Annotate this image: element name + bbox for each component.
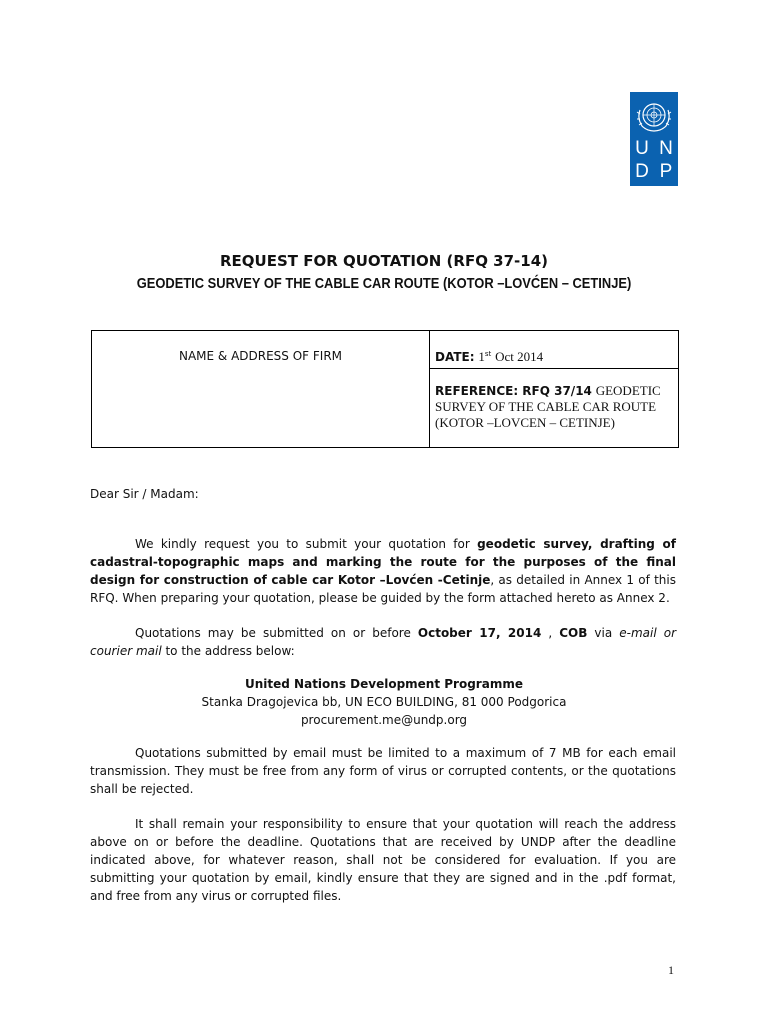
submission-method: e-mail or courier mail <box>90 626 677 658</box>
document-title: REQUEST FOR QUOTATION (RFQ 37-14) <box>220 252 548 270</box>
paragraph-email-limits <box>90 744 676 798</box>
date-day: 1 <box>478 349 485 364</box>
logo-letter-u: U <box>635 138 649 159</box>
para2-intro: Quotations may be submitted on or before <box>135 626 418 640</box>
table-vertical-divider <box>429 331 430 447</box>
document-subtitle: GEODETIC SURVEY OF THE CABLE CAR ROUTE (KOTOR –LOVĆEN – CETINJE) <box>136 275 632 292</box>
address-email: procurement.me@undp.org <box>300 713 468 727</box>
para4-text: It shall remain your responsibility to ensure that your quotation will reach the address above on or before the deadline. Quotations that are received by UNDP after the deadline indicated above, for whatever reason, shall not be considered for evaluation. If you are submitting your quotation by email, kindly ensure that they are signed and in the .pdf format, and free from any virus or corrupted files. <box>90 817 676 903</box>
para3-text: Quotations submitted by email must be limited to a maximum of 7 MB for each email transmission. They must be free from any form of virus or corrupted contents, or the quotations shall be rejected. <box>90 746 676 796</box>
reference-label: REFERENCE: RFQ 37/14 <box>435 384 592 398</box>
firm-name-address-label: NAME & ADDRESS OF FIRM <box>178 349 343 363</box>
deadline-date: October 17, 2014 <box>417 626 542 640</box>
date-suffix: st <box>484 350 492 358</box>
logo-letter-d: D <box>635 161 649 182</box>
reference-text: GEODETIC SURVEY OF THE CABLE CAR ROUTE (KOTOR –LOVCEN – CETINJE) <box>435 383 661 430</box>
date-value: Oct 2014 <box>495 349 544 364</box>
para2-sep: , <box>541 626 560 640</box>
paragraph-request <box>90 535 676 607</box>
date-cell <box>435 349 543 365</box>
firm-info-table <box>91 330 679 448</box>
salutation: Dear Sir / Madam: <box>90 487 199 501</box>
logo-letter-p: P <box>659 161 673 182</box>
paragraph-deadline <box>90 624 676 660</box>
address-street: Stanka Dragojevica bb, UN ECO BUILDING, 81 000 Podgorica <box>201 695 567 709</box>
para2-tail: to the address below: <box>161 644 295 658</box>
undp-logo <box>630 92 678 186</box>
undp-letters <box>630 138 678 184</box>
page-number: 1 <box>668 963 674 977</box>
address-organization: United Nations Development Programme <box>245 677 523 691</box>
para1-scope: geodetic survey, drafting of cadastral-topographic maps and marking the route for the purposes of the final design for construction of cable car Kotor –Lovćen -Cetinje <box>90 537 677 587</box>
para2-via: via <box>587 626 620 640</box>
reference-cell <box>435 383 673 431</box>
submission-address <box>0 675 768 729</box>
date-label: DATE: <box>435 350 475 364</box>
logo-letter-n: N <box>659 138 673 159</box>
paragraph-responsibility <box>90 815 676 905</box>
table-horizontal-divider <box>429 368 678 369</box>
deadline-cob: COB <box>559 626 588 640</box>
un-emblem-icon <box>630 96 678 136</box>
para1-tail: , as detailed in Annex 1 of this RFQ. When preparing your quotation, please be guided by the form attached hereto as Annex 2. <box>90 573 676 605</box>
para1-intro: We kindly request you to submit your quotation for <box>135 537 478 551</box>
